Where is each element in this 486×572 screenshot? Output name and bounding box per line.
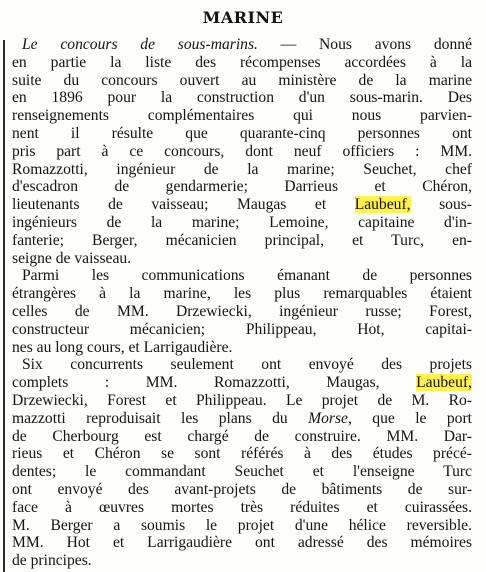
ship-name: Morse bbox=[308, 409, 348, 427]
article-text: sous- bbox=[410, 196, 472, 214]
article-line: Parmi les communications émanant de personnes bbox=[22, 267, 472, 285]
article-line: constructeur mécanicien; Philippeau, Hot, capitai- bbox=[12, 320, 472, 338]
article-line: de Cherbourg est chargé de construire. MM. Dar- bbox=[12, 427, 472, 445]
article-line bbox=[12, 196, 472, 214]
article-line: Six concurrents seulement ont envoyé des projets bbox=[22, 356, 472, 374]
article-text: mazzotti reproduisait les plans du bbox=[12, 409, 309, 427]
article-text: — Nous avons donné bbox=[257, 36, 472, 53]
article-line: en 1896 pour la construction d'un sous-marin. Des bbox=[12, 89, 472, 107]
article-text: , que le port bbox=[347, 409, 472, 427]
article-line: celles de MM. Drzewiecki, ingénieur russe; Forest, bbox=[12, 302, 472, 320]
article-line: Romazzotti, ingénieur de la marine; Seuchet, chef bbox=[12, 160, 472, 178]
highlighted-name: Laubeuf, bbox=[416, 374, 472, 392]
article-line bbox=[12, 410, 472, 428]
article-line: face à œuvres mortes très réduites et cuirassées. bbox=[12, 498, 472, 516]
article-line: pris part à ce concours, dont neuf officiers : MM. bbox=[12, 142, 472, 160]
article-line: en partie la liste des récompenses accordées à la bbox=[12, 53, 472, 71]
article-line: de principes. bbox=[12, 552, 92, 570]
article-text: lieutenants de vaisseau; Maugas et bbox=[12, 196, 355, 214]
article-line: Drzewiecki, Forest et Philippeau. Le projet de M. Ro- bbox=[12, 391, 472, 409]
article-line: seigne de vaisseau. bbox=[12, 249, 132, 267]
article-line bbox=[12, 374, 472, 392]
article-body bbox=[12, 36, 472, 570]
article-line: ont envoyé des avant-projets de bâtiments de sur- bbox=[12, 480, 472, 498]
article-line: dentes; le commandant Seuchet et l'enseigne Turc bbox=[12, 463, 472, 481]
article-line: étrangères à la marine, les plus remarquables étaient bbox=[12, 285, 472, 303]
article-line: nes au long cours, et Larrigaudière. bbox=[12, 338, 233, 356]
article-line: d'escadron de gendarmerie; Darrieus et Chéron, bbox=[12, 178, 472, 196]
article-line: MM. Hot et Larrigaudière ont adressé des mémoires bbox=[12, 534, 472, 552]
article-line: rieus et Chéron se sont référés à des études précé- bbox=[12, 445, 472, 463]
article-line: ingénieurs de la marine; Lemoine, capitaine d'in- bbox=[12, 213, 472, 231]
article-text: complets : MM. Romazzotti, Maugas, bbox=[12, 374, 417, 392]
article-lead-title: Le concours de sous-marins. bbox=[22, 36, 258, 53]
article-line: M. Berger a soumis le projet d'une hélice reversible. bbox=[12, 516, 472, 534]
column-rule bbox=[3, 40, 5, 572]
article-line: fanterie; Berger, mécanicien principal, et Turc, en- bbox=[12, 231, 472, 249]
article-line: nent il résulte que quarante-cinq personnes ont bbox=[12, 124, 472, 142]
section-heading: MARINE bbox=[202, 8, 284, 27]
highlighted-name: Laubeuf, bbox=[354, 196, 411, 214]
article-line: suite du concours ouvert au ministère de la marine bbox=[12, 71, 472, 89]
article-line: renseignements complémentaires qui nous parvien- bbox=[12, 107, 472, 125]
article-line bbox=[12, 36, 472, 54]
